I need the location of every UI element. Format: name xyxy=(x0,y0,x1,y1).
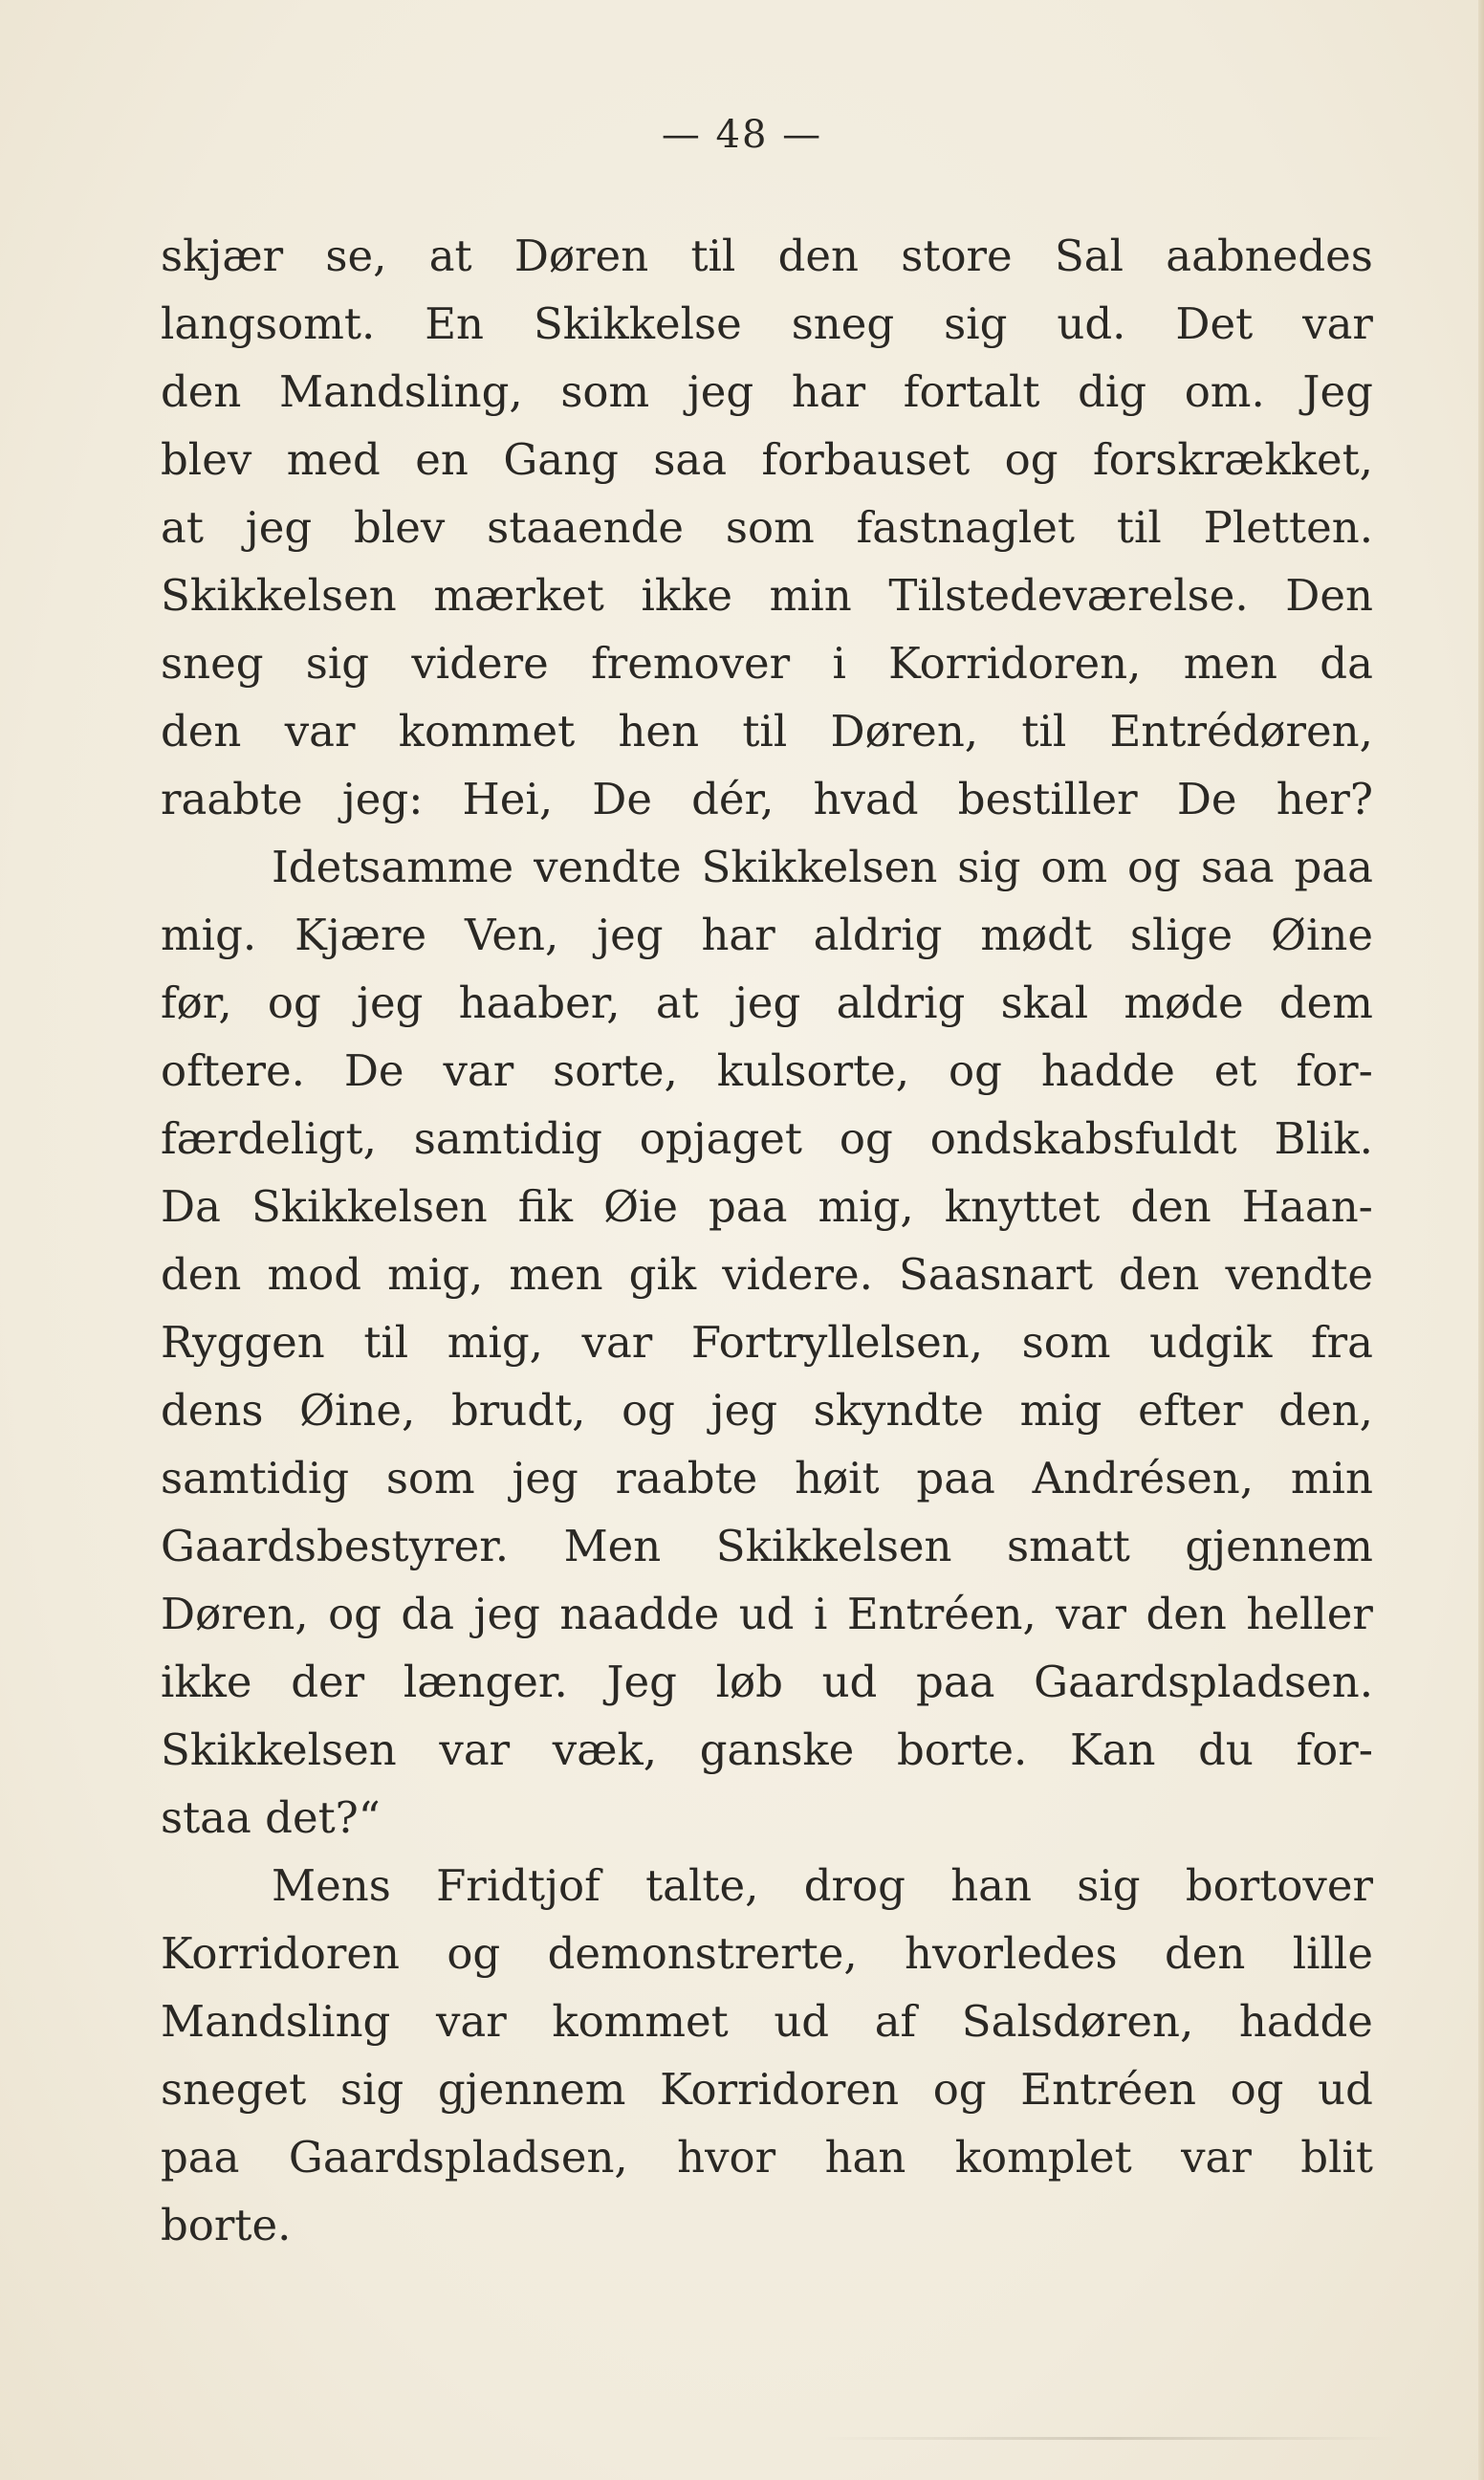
word: sig xyxy=(305,638,370,689)
word: Gang xyxy=(503,434,619,485)
word: mærket xyxy=(433,570,604,621)
word: Da xyxy=(161,1181,221,1232)
word: et xyxy=(1213,1045,1257,1096)
word: Mandsling xyxy=(161,1996,391,2047)
word: saa xyxy=(653,434,728,485)
word: og xyxy=(949,1045,1002,1096)
word: De xyxy=(1176,774,1237,824)
word: med xyxy=(286,434,381,485)
word: Gaardspladsen, xyxy=(288,2132,628,2183)
word: før, xyxy=(161,977,232,1028)
text-line xyxy=(161,1308,1373,1376)
word: var xyxy=(1181,2132,1252,2183)
word: saa xyxy=(1200,842,1275,892)
word: og xyxy=(622,1385,675,1436)
word: den xyxy=(1146,1589,1227,1639)
word: løb xyxy=(715,1657,783,1707)
word: en xyxy=(415,434,469,485)
word: mod xyxy=(267,1249,362,1300)
word: Fridtjof xyxy=(436,1860,600,1911)
word: ud xyxy=(738,1589,795,1639)
word: Saasnart xyxy=(898,1249,1093,1300)
word: Jeg xyxy=(1302,366,1373,417)
word: og xyxy=(447,1928,501,1979)
word: Skikkelsen xyxy=(161,570,397,621)
word: da xyxy=(1320,638,1373,689)
word: den, xyxy=(1278,1385,1373,1436)
word: Mens xyxy=(272,1860,391,1911)
word: som xyxy=(1021,1317,1111,1368)
word: at xyxy=(655,977,699,1028)
word: min xyxy=(769,570,852,621)
word: De xyxy=(343,1045,404,1096)
word: kommet xyxy=(552,1996,729,2047)
text-line xyxy=(161,629,1373,697)
word: fortalt xyxy=(903,366,1040,417)
word: til xyxy=(690,230,736,281)
word: slige xyxy=(1129,910,1233,960)
word: og xyxy=(1004,434,1058,485)
word: aabnedes xyxy=(1166,230,1373,281)
word: langsomt. xyxy=(161,298,376,349)
word: hen xyxy=(618,706,700,757)
word: ud xyxy=(774,1996,830,2047)
word: Det xyxy=(1175,298,1254,349)
word: i xyxy=(813,1589,828,1639)
word: dig xyxy=(1078,366,1147,417)
word: paa xyxy=(709,1181,788,1232)
word: har xyxy=(701,910,775,960)
word: jeg xyxy=(357,977,424,1028)
word: hvor xyxy=(677,2132,776,2183)
word: paa xyxy=(916,1453,995,1503)
word: blev xyxy=(354,502,446,553)
word: mig xyxy=(1019,1385,1102,1436)
word: og xyxy=(932,2064,987,2115)
word: du xyxy=(1198,1724,1254,1775)
word: færdeligt, xyxy=(161,1113,377,1164)
word: ondskabsfuldt xyxy=(929,1113,1237,1164)
word: Skikkelse xyxy=(533,298,742,349)
word: Ryggen xyxy=(161,1317,325,1368)
text-line xyxy=(161,1987,1373,2055)
word: var xyxy=(435,1996,507,2047)
word: sneg xyxy=(791,298,895,349)
word: at xyxy=(161,502,204,553)
word: for- xyxy=(1296,1045,1373,1096)
word: hadde xyxy=(1238,1996,1373,2047)
page-number: — 48 — xyxy=(661,113,823,157)
word: aldrig xyxy=(813,910,943,960)
word: Den xyxy=(1285,570,1373,621)
word: jeg: xyxy=(341,774,424,824)
word: vendte xyxy=(1225,1249,1373,1300)
word: længer. xyxy=(403,1657,568,1707)
text-line xyxy=(161,290,1373,358)
word: skyndte xyxy=(813,1385,984,1436)
word: fastnaglet xyxy=(856,502,1076,553)
word: Døren, xyxy=(830,706,979,757)
word: af xyxy=(874,1996,917,2047)
word: jeg xyxy=(597,910,664,960)
word: blev xyxy=(161,434,252,485)
text-line xyxy=(161,697,1373,765)
word: jeg xyxy=(245,502,313,553)
word: Fortryllelsen, xyxy=(690,1317,984,1368)
word: Haan- xyxy=(1241,1181,1373,1232)
word: sig xyxy=(957,842,1021,892)
word: at xyxy=(428,230,472,281)
word: min xyxy=(1290,1453,1373,1503)
word: har xyxy=(791,366,866,417)
word: Skikkelsen xyxy=(715,1521,952,1571)
word: mig, xyxy=(818,1181,914,1232)
word: Idetsamme xyxy=(272,842,514,892)
word: dem xyxy=(1278,977,1373,1028)
word: Jeg xyxy=(606,1657,677,1707)
word: Døren, xyxy=(161,1589,309,1639)
word: kulsorte, xyxy=(716,1045,910,1096)
text-line xyxy=(161,494,1373,561)
word: videre xyxy=(411,638,549,689)
word: store xyxy=(901,230,1013,281)
text-line xyxy=(161,1852,1373,1920)
word: og xyxy=(1230,2064,1284,2115)
word: jeg xyxy=(687,366,754,417)
word: og xyxy=(328,1589,382,1639)
word: Øie xyxy=(603,1181,678,1232)
word: dér, xyxy=(691,774,775,824)
word: forbauset xyxy=(761,434,971,485)
text-line xyxy=(161,833,1373,901)
text-line xyxy=(161,1240,1373,1308)
word: men xyxy=(509,1249,603,1300)
word: var xyxy=(1302,298,1373,349)
word: til xyxy=(742,706,788,757)
word: Skikkelsen xyxy=(251,1181,488,1232)
word: se, xyxy=(325,230,387,281)
word: som xyxy=(385,1453,475,1503)
text-line: staa det?“ xyxy=(161,1792,381,1843)
word: Skikkelsen xyxy=(161,1724,397,1775)
word: ikke xyxy=(641,570,733,621)
word: hvorledes xyxy=(905,1928,1118,1979)
word: ud xyxy=(821,1657,878,1707)
word: raabte xyxy=(615,1453,758,1503)
word: paa xyxy=(1294,842,1373,892)
word: oftere. xyxy=(161,1045,305,1096)
word: Døren xyxy=(513,230,649,281)
word: Kjære xyxy=(295,910,427,960)
word: og xyxy=(1127,842,1181,892)
word: og xyxy=(267,977,321,1028)
word: den xyxy=(777,230,859,281)
word: bestiller xyxy=(957,774,1138,824)
word: høit xyxy=(795,1453,880,1503)
word: hadde xyxy=(1040,1045,1175,1096)
word: mødt xyxy=(980,910,1092,960)
word: Korridoren xyxy=(660,2064,900,2115)
word: sneg xyxy=(161,638,264,689)
word: mig, xyxy=(387,1249,484,1300)
text-line xyxy=(161,1716,1373,1784)
text-line xyxy=(161,1512,1373,1580)
text-line xyxy=(161,1920,1373,1987)
word: Hei, xyxy=(462,774,554,824)
word: jeg xyxy=(733,977,801,1028)
word: sorte, xyxy=(553,1045,678,1096)
word: om. xyxy=(1184,366,1265,417)
word: Øine xyxy=(1271,910,1373,960)
word: skjær xyxy=(161,230,284,281)
word: men xyxy=(1183,638,1277,689)
word: dens xyxy=(161,1385,264,1436)
text-line xyxy=(161,1444,1373,1512)
word: udgik xyxy=(1149,1317,1273,1368)
word: Entréen xyxy=(1020,2064,1196,2115)
word: smatt xyxy=(1007,1521,1130,1571)
text-line xyxy=(161,426,1373,494)
word: Entrédøren, xyxy=(1109,706,1373,757)
text-line xyxy=(161,765,1373,833)
word: Blik. xyxy=(1274,1113,1373,1164)
word: sig xyxy=(944,298,1008,349)
word: den xyxy=(161,1249,242,1300)
word: demonstrerte, xyxy=(547,1928,858,1979)
word: i xyxy=(832,638,846,689)
word: raabte xyxy=(161,774,303,824)
text-line xyxy=(161,901,1373,969)
text-line: borte. xyxy=(161,2200,292,2250)
word: brudt, xyxy=(450,1385,586,1436)
text-line xyxy=(161,969,1373,1037)
word: aldrig xyxy=(836,977,966,1028)
word: var xyxy=(284,706,356,757)
word: som xyxy=(725,502,815,553)
word: blit xyxy=(1300,2132,1373,2183)
word: var xyxy=(439,1724,511,1775)
word: Korridoren xyxy=(161,1928,400,1979)
word: skal xyxy=(1000,977,1089,1028)
word: haaber, xyxy=(458,977,621,1028)
word: videre. xyxy=(722,1249,873,1300)
word: han xyxy=(950,1860,1032,1911)
word: Men xyxy=(563,1521,662,1571)
word: om xyxy=(1040,842,1108,892)
text-line xyxy=(161,2055,1373,2123)
word: jeg xyxy=(512,1453,578,1503)
word: mig, xyxy=(447,1317,543,1368)
word: naadde xyxy=(559,1589,720,1639)
word: til xyxy=(1021,706,1067,757)
word: Entréen, xyxy=(846,1589,1037,1639)
word: til xyxy=(1116,502,1162,553)
word: Salsdøren, xyxy=(961,1996,1194,2047)
word: Mandsling, xyxy=(279,366,523,417)
word: gik xyxy=(628,1249,697,1300)
word: Korridoren, xyxy=(888,638,1142,689)
word: borte. xyxy=(896,1724,1028,1775)
word: lille xyxy=(1292,1928,1373,1979)
word: ganske xyxy=(699,1724,855,1775)
word: paa xyxy=(161,2132,240,2183)
word: ud. xyxy=(1057,298,1126,349)
text-line xyxy=(161,222,1373,290)
paper-mark xyxy=(822,2437,1396,2440)
word: fremover xyxy=(591,638,791,689)
word: fik xyxy=(517,1181,574,1232)
word: jeg xyxy=(710,1385,778,1436)
word: da xyxy=(401,1589,455,1639)
text-line xyxy=(161,1376,1373,1444)
word: den xyxy=(161,366,242,417)
text-line xyxy=(161,1648,1373,1716)
word: gjennem xyxy=(1185,1521,1373,1571)
word: samtidig xyxy=(413,1113,602,1164)
word: der xyxy=(291,1657,365,1707)
word: Skikkelsen xyxy=(701,842,938,892)
page-edge xyxy=(1478,0,1484,2480)
word: gjennem xyxy=(437,2064,626,2115)
word: knyttet xyxy=(944,1181,1101,1232)
word: vendte xyxy=(534,842,682,892)
text-line xyxy=(161,2123,1373,2191)
word: Ven, xyxy=(464,910,559,960)
word: kommet xyxy=(398,706,576,757)
text-line xyxy=(161,561,1373,629)
word: Gaardspladsen. xyxy=(1034,1657,1373,1707)
word: En xyxy=(425,298,485,349)
word: Gaardsbestyrer. xyxy=(161,1521,510,1571)
word: sig xyxy=(339,2064,404,2115)
word: ikke xyxy=(161,1657,252,1707)
word: var xyxy=(443,1045,514,1096)
word: til xyxy=(363,1317,409,1368)
text-line xyxy=(161,1580,1373,1648)
word: var xyxy=(581,1317,653,1368)
body-text xyxy=(161,222,1373,2259)
word: den xyxy=(1130,1181,1211,1232)
word: paa xyxy=(916,1657,995,1707)
text-line xyxy=(161,1173,1373,1240)
text-line xyxy=(161,1037,1373,1105)
word: komplet xyxy=(954,2132,1132,2183)
word: sig xyxy=(1077,1860,1141,1911)
word: møde xyxy=(1124,977,1244,1028)
word: heller xyxy=(1246,1589,1373,1639)
word: som xyxy=(560,366,650,417)
word: Andrésen, xyxy=(1032,1453,1255,1503)
word: Sal xyxy=(1054,230,1124,281)
word: efter xyxy=(1138,1385,1243,1436)
word: og xyxy=(839,1113,893,1164)
word: sneget xyxy=(161,2064,307,2115)
text-line xyxy=(161,1105,1373,1173)
word: opjaget xyxy=(639,1113,802,1164)
word: væk, xyxy=(552,1724,658,1775)
word: drog xyxy=(803,1860,906,1911)
text-line xyxy=(161,358,1373,426)
word: hvad xyxy=(813,774,919,824)
word: Tilstedeværelse. xyxy=(888,570,1249,621)
word: Kan xyxy=(1070,1724,1156,1775)
word: samtidig xyxy=(161,1453,350,1503)
word: den xyxy=(1118,1249,1200,1300)
word: den xyxy=(161,706,242,757)
word: talte, xyxy=(645,1860,759,1911)
word: ud xyxy=(1318,2064,1373,2115)
word: her? xyxy=(1276,774,1373,824)
word: Øine, xyxy=(299,1385,416,1436)
word: han xyxy=(824,2132,906,2183)
word: forskrækket, xyxy=(1093,434,1373,485)
word: fra xyxy=(1310,1317,1373,1368)
word: jeg xyxy=(473,1589,540,1639)
word: var xyxy=(1056,1589,1127,1639)
word: bortover xyxy=(1185,1860,1373,1911)
word: for- xyxy=(1296,1724,1373,1775)
word: De xyxy=(592,774,652,824)
word: mig. xyxy=(161,910,257,960)
word: Pletten. xyxy=(1203,502,1373,553)
word: staaende xyxy=(487,502,685,553)
word: den xyxy=(1164,1928,1246,1979)
